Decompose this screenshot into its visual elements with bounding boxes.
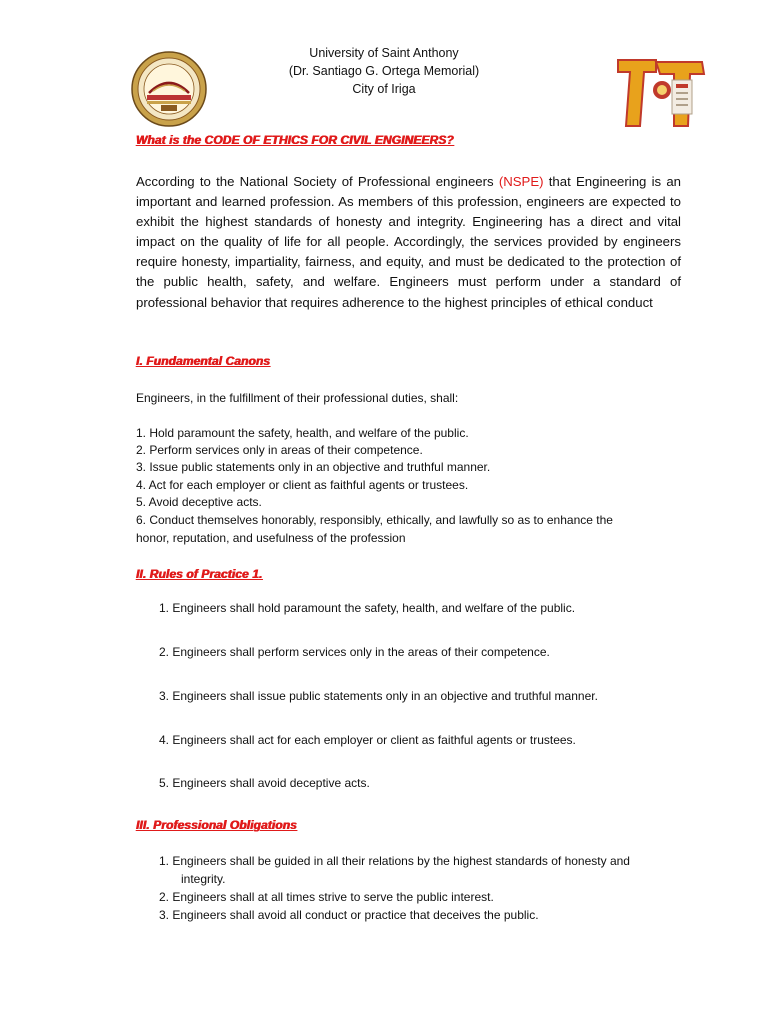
nspe-highlight: (NSPE) bbox=[498, 174, 544, 189]
question-title: What is the CODE OF ETHICS FOR CIVIL ENGINEERS? bbox=[136, 133, 454, 147]
canons-lead-text: Engineers, in the fulfillment of their professional duties, shall: bbox=[136, 391, 459, 405]
canon-item: 5. Avoid deceptive acts. bbox=[136, 495, 262, 509]
intro-text-rest: that Engineering is an important and learned profession. As members of this profession, engineers are expected to exhibit the highest standards of honesty and integrity. Engineering has a direct and vital impact on the quality of life for all people. Accordingly, the services provided by engineers require honesty, impartiality, fairness, and equity, and must be dedicated to the protection of the public health, safety, and welfare. Engineers must perform under a standard of professional behavior that requires adherence to the highest principles of ethical conduct bbox=[136, 174, 681, 310]
obligation-item: 1. Engineers shall be guided in all their relations by the highest standards of honesty and bbox=[159, 854, 630, 868]
header-memorial-name: (Dr. Santiago G. Ortega Memorial) bbox=[288, 64, 480, 78]
obligation-item-continuation: integrity. bbox=[181, 872, 226, 886]
obligation-item: 2. Engineers shall at all times strive to serve the public interest. bbox=[159, 890, 494, 904]
section-professional-obligations-title: III. Professional Obligations bbox=[136, 818, 297, 832]
intro-text-start: According to the National Society of Professional engineers bbox=[136, 174, 499, 189]
canon-item-continuation: honor, reputation, and usefulness of the profession bbox=[136, 531, 406, 545]
intro-paragraph bbox=[136, 172, 681, 313]
section-fundamental-canons-title: I. Fundamental Canons bbox=[136, 354, 271, 368]
canon-item: 2. Perform services only in areas of their competence. bbox=[136, 443, 423, 457]
rule-item: 3. Engineers shall issue public statements only in an objective and truthful manner. bbox=[159, 689, 598, 703]
header-university-name: University of Saint Anthony bbox=[309, 46, 459, 60]
canon-item: 4. Act for each employer or client as faithful agents or trustees. bbox=[136, 478, 469, 492]
canon-item: 1. Hold paramount the safety, health, and welfare of the public. bbox=[136, 426, 469, 440]
header-city: City of Iriga bbox=[352, 82, 416, 96]
canon-item: 6. Conduct themselves honorably, responsibly, ethically, and lawfully so as to enhance the bbox=[136, 513, 613, 527]
obligation-item: 3. Engineers shall avoid all conduct or practice that deceives the public. bbox=[159, 908, 539, 922]
section-rules-of-practice-title: II. Rules of Practice 1. bbox=[136, 567, 263, 581]
canon-item: 3. Issue public statements only in an objective and truthful manner. bbox=[136, 460, 491, 474]
rule-item: 5. Engineers shall avoid deceptive acts. bbox=[159, 776, 370, 790]
rule-item: 1. Engineers shall hold paramount the safety, health, and welfare of the public. bbox=[159, 601, 576, 615]
rule-item: 4. Engineers shall act for each employer or client as faithful agents or trustees. bbox=[159, 733, 576, 747]
rule-item: 2. Engineers shall perform services only in the areas of their competence. bbox=[159, 645, 550, 659]
